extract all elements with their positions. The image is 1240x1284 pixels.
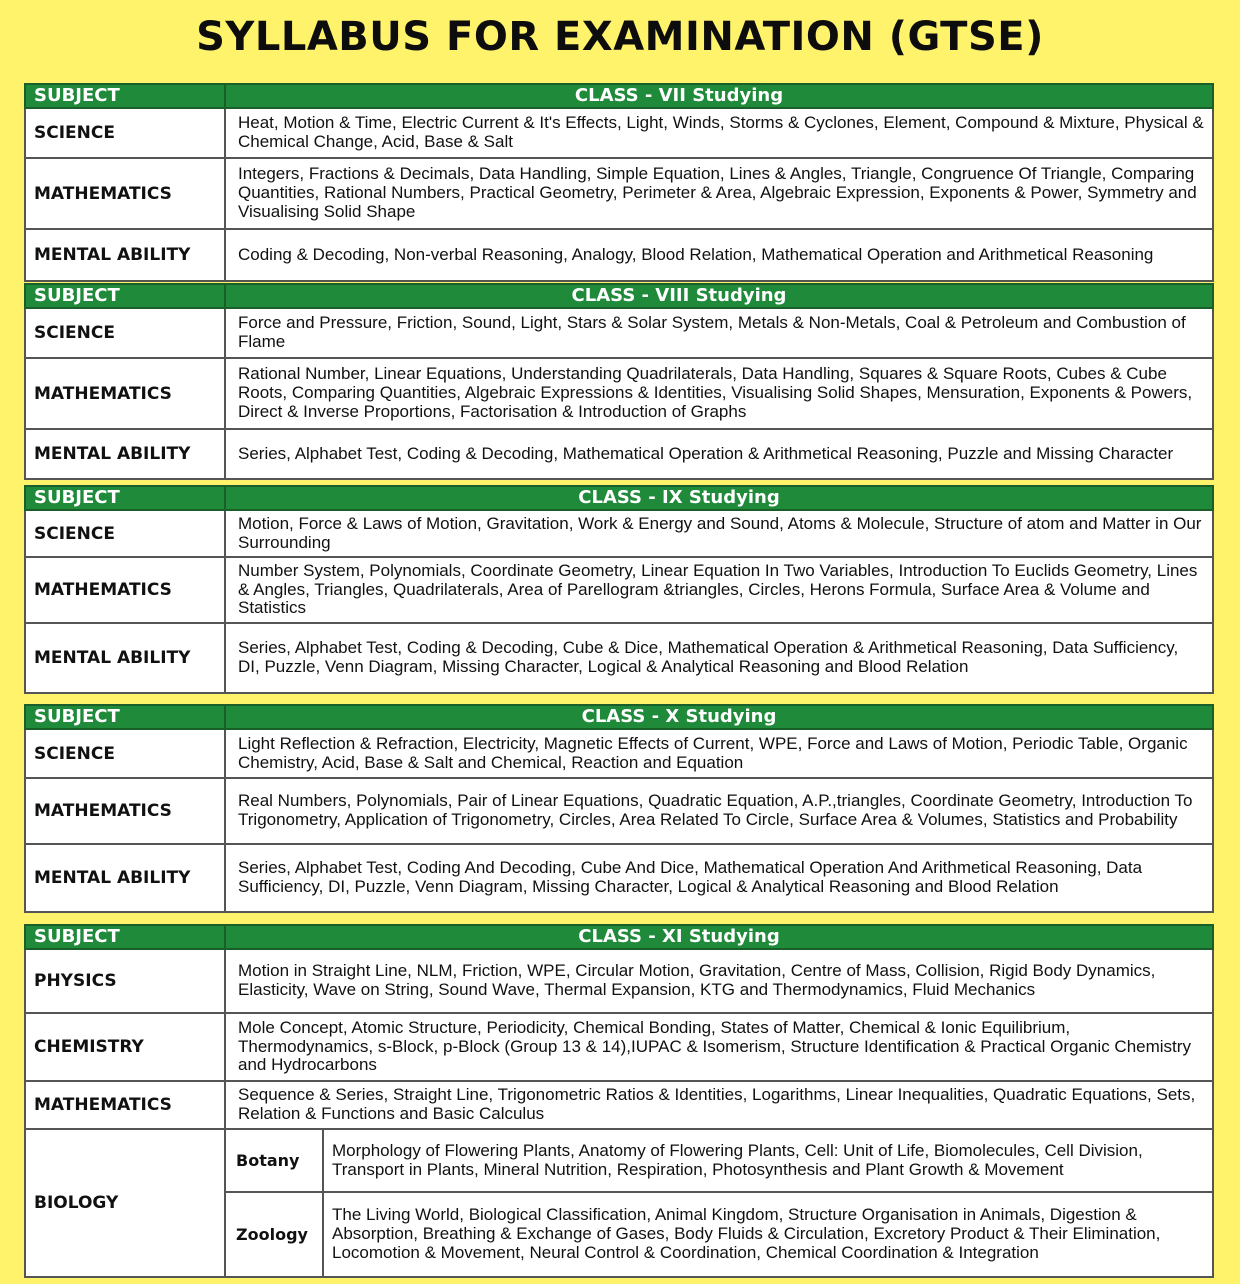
table-row [25, 729, 1213, 778]
page-title: SYLLABUS FOR EXAMINATION (GTSE) [196, 14, 1044, 60]
class-header: CLASS - VIII Studying [225, 284, 1213, 308]
sub-subject-name: Zoology [226, 1192, 323, 1276]
subject-name: MATHEMATICS [25, 158, 225, 229]
subject-name: SCIENCE [25, 108, 225, 158]
table-row-biology [25, 1129, 1213, 1277]
subject-header: SUBJECT [25, 84, 225, 108]
class-header: CLASS - VII Studying [225, 84, 1213, 108]
subject-name: MATHEMATICS [25, 778, 225, 844]
section-header [25, 925, 1213, 949]
topics-cell: Series, Alphabet Test, Coding & Decoding, Cube & Dice, Mathematical Operation & Arithmetical Reasoning, Data Sufficiency, DI, Puzzle, Venn Diagram, Missing Character, Logical & Analytical Reasoning and Blood Relation [225, 623, 1213, 693]
table-row [25, 229, 1213, 281]
table-row [25, 557, 1213, 623]
class-x-table [24, 704, 1214, 913]
class-ix-table [24, 485, 1214, 694]
table-row [25, 510, 1213, 557]
subject-name: MENTAL ABILITY [25, 229, 225, 281]
subject-name: CHEMISTRY [25, 1013, 225, 1081]
class-header: CLASS - X Studying [225, 705, 1213, 729]
subject-name: SCIENCE [25, 308, 225, 358]
table-row [25, 308, 1213, 358]
table-row [25, 429, 1213, 479]
topics-cell: Sequence & Series, Straight Line, Trigonometric Ratios & Identities, Logarithms, Linear Inequalities, Quadratic Equations, Sets, Relation & Functions and Basic Calculus [225, 1081, 1213, 1129]
table-row [25, 949, 1213, 1013]
topics-cell: Force and Pressure, Friction, Sound, Light, Stars & Solar System, Metals & Non-Metals, Coal & Petroleum and Combustion of Flame [225, 308, 1213, 358]
subject-name: MENTAL ABILITY [25, 429, 225, 479]
class-xi-table [24, 924, 1214, 1278]
section-header [25, 486, 1213, 510]
biology-subtable-cell [225, 1129, 1213, 1277]
subject-name: MATHEMATICS [25, 557, 225, 623]
subject-name: SCIENCE [25, 729, 225, 778]
subject-name: MATHEMATICS [25, 358, 225, 429]
class-viii-table [24, 283, 1214, 480]
topics-cell: Light Reflection & Refraction, Electricity, Magnetic Effects of Current, WPE, Force and Laws of Motion, Periodic Table, Organic Chemistry, Acid, Base & Salt and Chemical, Reaction and Equation [225, 729, 1213, 778]
section-header [25, 284, 1213, 308]
topics-cell: Motion, Force & Laws of Motion, Gravitation, Work & Energy and Sound, Atoms & Molecule, Structure of atom and Matter in Our Surrounding [225, 510, 1213, 557]
table-row [25, 844, 1213, 912]
sub-subject-name: Botany [226, 1130, 323, 1192]
section-header [25, 705, 1213, 729]
topics-cell: Mole Concept, Atomic Structure, Periodicity, Chemical Bonding, States of Matter, Chemical & Ionic Equilibrium, Thermodynamics, s-Block, p-Block (Group 13 & 14),IUPAC & Isomerism, Structure Identification & Practical Organic Chemistry and Hydrocarbons [225, 1013, 1213, 1081]
table-row [25, 108, 1213, 158]
class-vii-table [24, 83, 1214, 282]
table-row [25, 358, 1213, 429]
topics-cell: Integers, Fractions & Decimals, Data Handling, Simple Equation, Lines & Angles, Triangle, Congruence Of Triangle, Comparing Quantities, Rational Numbers, Practical Geometry, Perimeter & Area, Algebraic Expression, Exponents & Power, Symmetry and Visualising Solid Shape [225, 158, 1213, 229]
subject-name: MENTAL ABILITY [25, 844, 225, 912]
topics-cell: The Living World, Biological Classification, Animal Kingdom, Structure Organisation in Animals, Digestion & Absorption, Breathing & Exchange of Gases, Body Fluids & Circulation, Excretory Product & Their Elimination, Locomotion & Movement, Neural Control & Coordination, Chemical Coordination & Integration [323, 1192, 1212, 1276]
table-row [25, 623, 1213, 693]
class-header: CLASS - XI Studying [225, 925, 1213, 949]
subject-name: MATHEMATICS [25, 1081, 225, 1129]
subject-name: PHYSICS [25, 949, 225, 1013]
subject-name: BIOLOGY [25, 1129, 225, 1277]
topics-cell: Series, Alphabet Test, Coding And Decoding, Cube And Dice, Mathematical Operation And Arithmetical Reasoning, Data Sufficiency, DI, Puzzle, Venn Diagram, Missing Character, Logical & Analytical Reasoning and Blood Relation [225, 844, 1213, 912]
topics-cell: Coding & Decoding, Non-verbal Reasoning, Analogy, Blood Relation, Mathematical Operation and Arithmetical Reasoning [225, 229, 1213, 281]
table-row [25, 1013, 1213, 1081]
topics-cell: Rational Number, Linear Equations, Understanding Quadrilaterals, Data Handling, Squares & Square Roots, Cubes & Cube Roots, Comparing Quantities, Algebraic Expressions & Identities, Visualising Solid Shapes, Mensuration, Exponents & Powers, Direct & Inverse Proportions, Factorisation & Introduction of Graphs [225, 358, 1213, 429]
topics-cell: Number System, Polynomials, Coordinate Geometry, Linear Equation In Two Variables, Introduction To Euclids Geometry, Lines & Angles, Triangles, Quadrilaterals, Area of Parellogram &triangles, Circles, Herons Formula, Surface Area & Volume and Statistics [225, 557, 1213, 623]
topics-cell: Morphology of Flowering Plants, Anatomy of Flowering Plants, Cell: Unit of Life, Biomolecules, Cell Division, Transport in Plants, Mineral Nutrition, Respiration, Photosynthesis and Plant Growth & Movement [332, 1140, 1143, 1179]
class-header: CLASS - IX Studying [225, 486, 1213, 510]
topics-cell: Motion in Straight Line, NLM, Friction, WPE, Circular Motion, Gravitation, Centre of Mass, Collision, Rigid Body Dynamics, Elasticity, Wave on String, Sound Wave, Thermal Expansion, KTG and Thermodynamics, Fluid Mechanics [225, 949, 1213, 1013]
biology-row-botany [226, 1130, 1212, 1192]
topics-cell: Heat, Motion & Time, Electric Current & It's Effects, Light, Winds, Storms & Cyclones, Element, Compound & Mixture, Physical & Chemical Change, Acid, Base & Salt [225, 108, 1213, 158]
subject-header: SUBJECT [25, 925, 225, 949]
table-row [25, 158, 1213, 229]
subject-header: SUBJECT [25, 705, 225, 729]
subject-header: SUBJECT [25, 284, 225, 308]
table-row [25, 1081, 1213, 1129]
subject-header: SUBJECT [25, 486, 225, 510]
subject-name: MENTAL ABILITY [25, 623, 225, 693]
topics-cell: Series, Alphabet Test, Coding & Decoding, Mathematical Operation & Arithmetical Reasoning, Puzzle and Missing Character [225, 429, 1213, 479]
biology-subtable [226, 1130, 1212, 1276]
table-row [25, 778, 1213, 844]
biology-row-zoology [226, 1192, 1212, 1276]
topics-cell: Real Numbers, Polynomials, Pair of Linear Equations, Quadratic Equation, A.P.,triangles, Coordinate Geometry, Introduction To Trigonometry, Application of Trigonometry, Circles, Area Related To Circle, Surface Area & Volumes, Statistics and Probability [225, 778, 1213, 844]
subject-name: SCIENCE [25, 510, 225, 557]
section-header [25, 84, 1213, 108]
